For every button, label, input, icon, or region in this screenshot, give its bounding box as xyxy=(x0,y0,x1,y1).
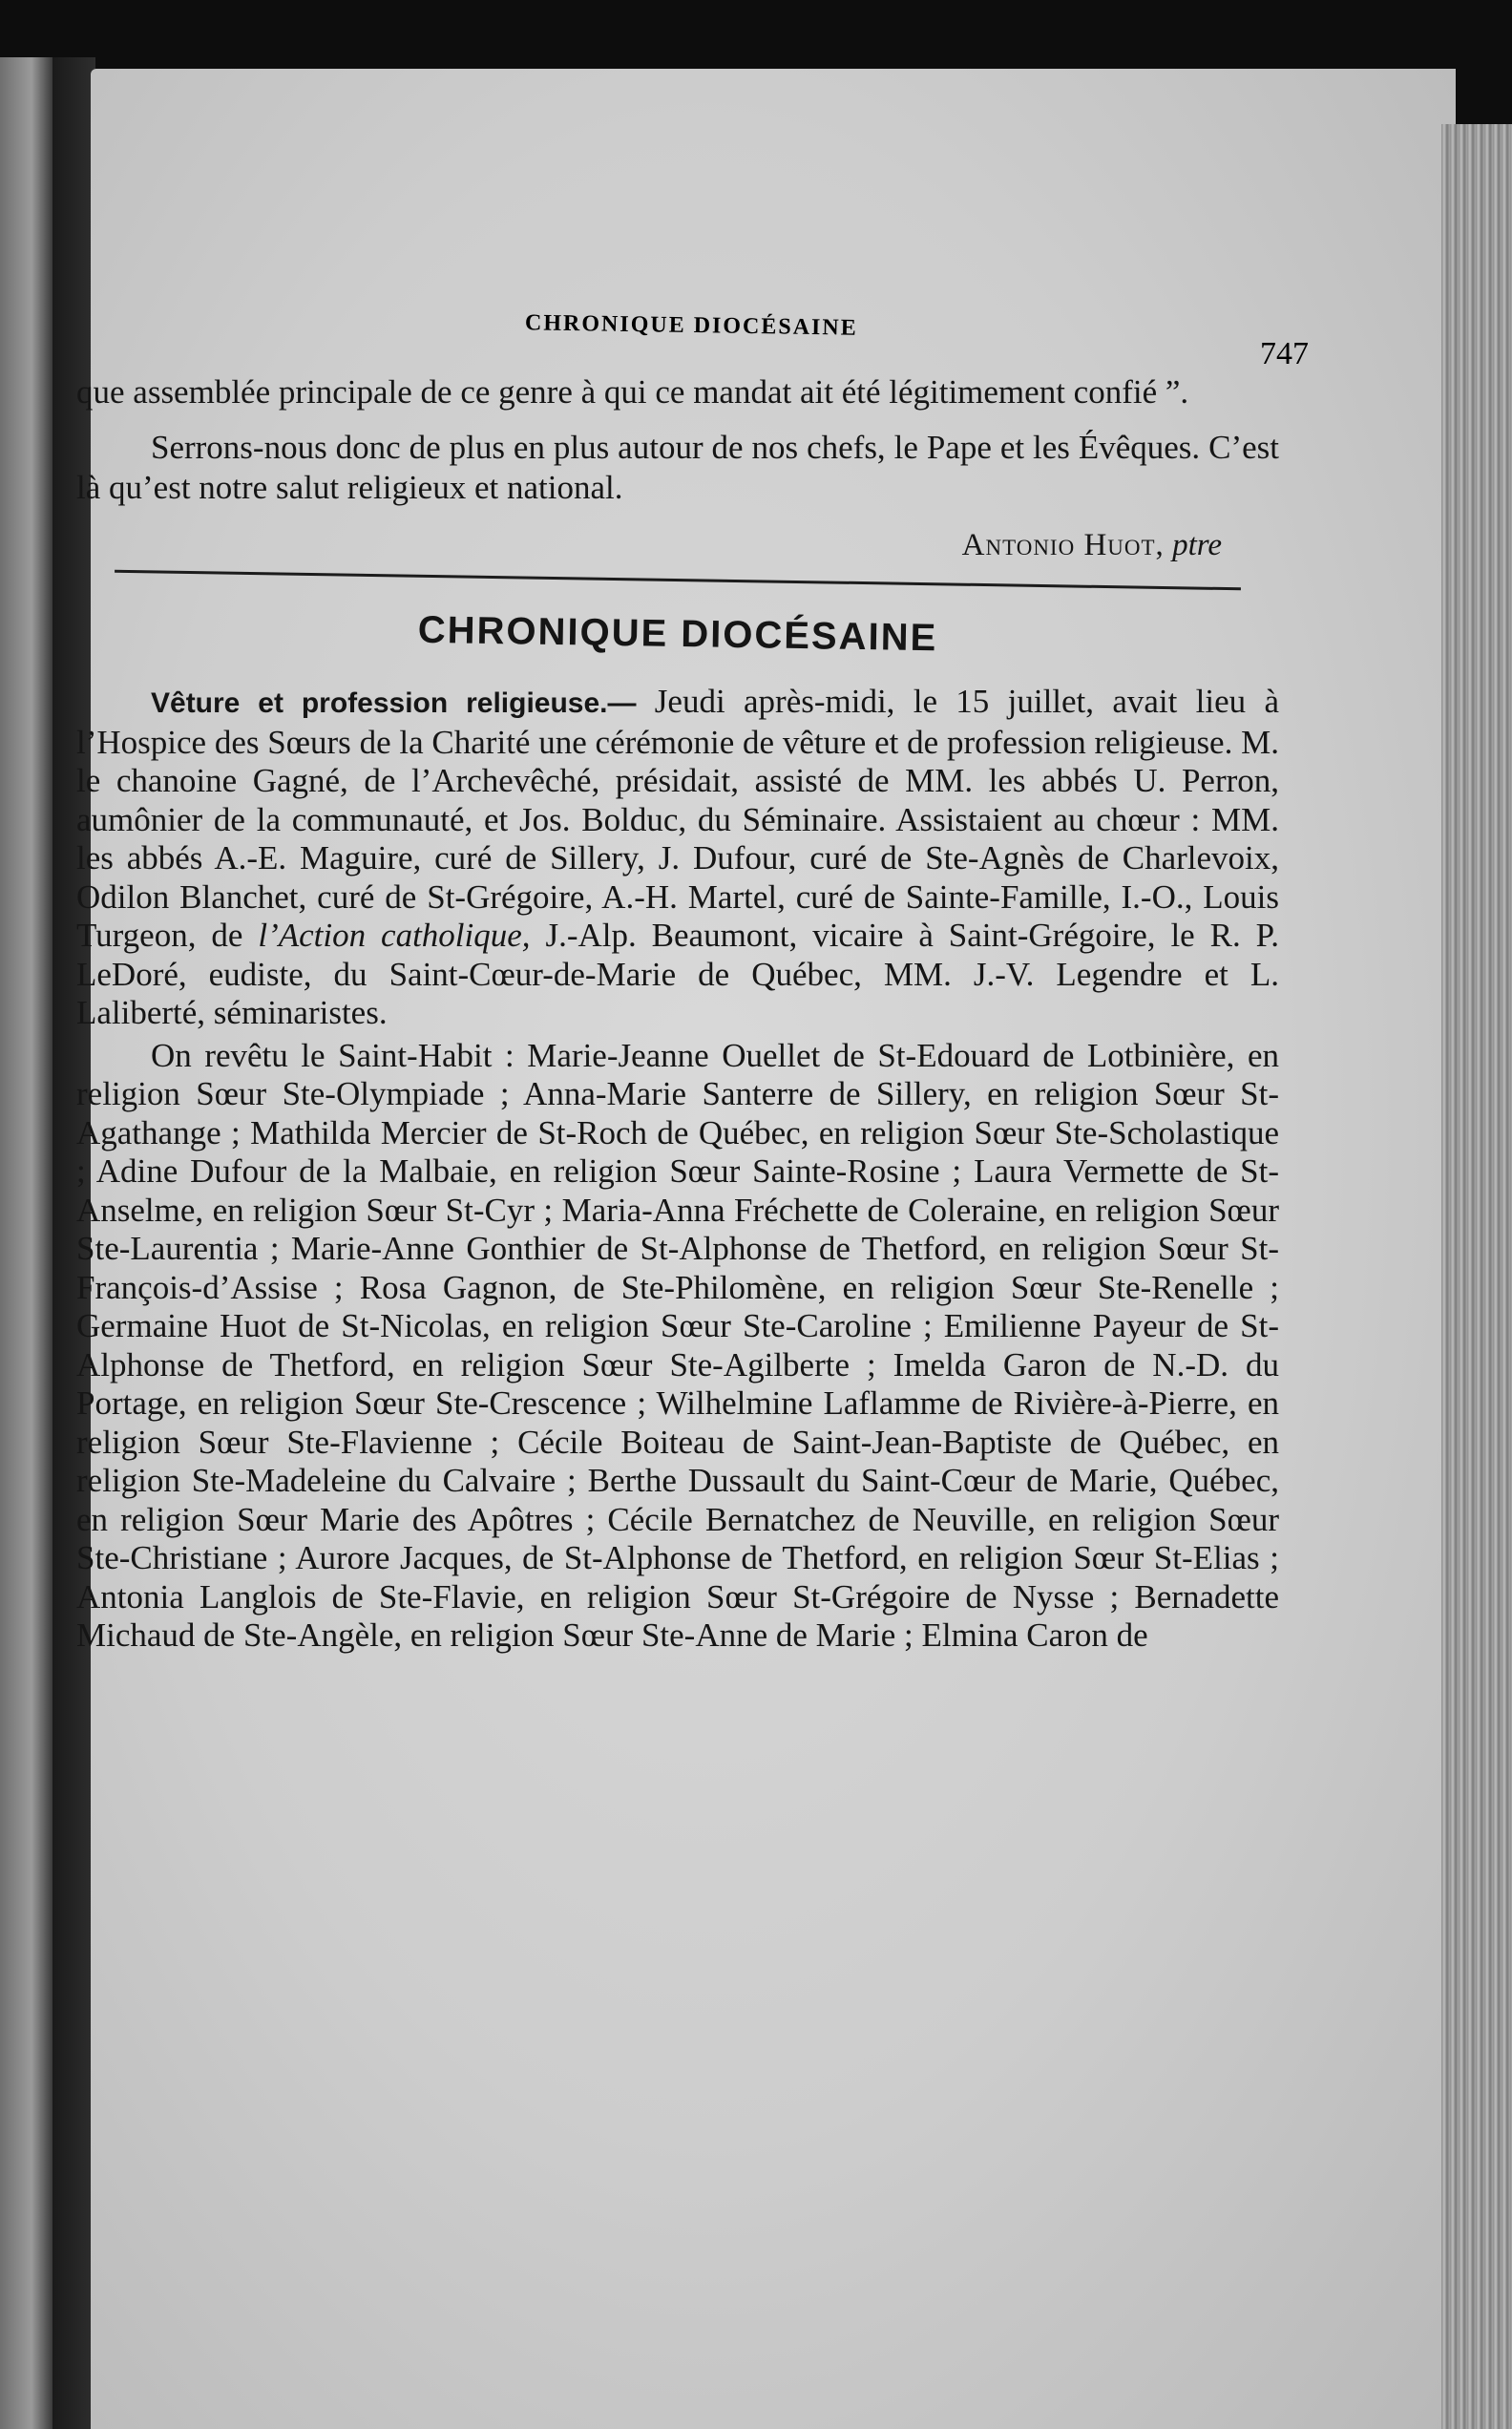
ceremony-text-a: Jeudi après-midi, le 15 juillet, avait lieu à l’Hospice des Sœurs de la Charité une cérémonie de vêture et de profession religieuse. M. le chanoine Gagné, de l’Archevêché, présidait, assisté de MM. les abbés U. Perron, aumônier de la communauté, et Jos. Bolduc, du Séminaire. Assistaient au chœur : MM. les abbés A.-E. Maguire, curé de Sillery, J. Dufour, curé de Ste-Agnès de Charlevoix, Odilon Blanchet, curé de St-Grégoire, A.-H. Martel, curé de Sainte-Famille, I.-O., Louis Turgeon, de xyxy=(76,683,1279,954)
page-number: 747 xyxy=(1260,336,1309,371)
page-body xyxy=(76,372,1279,1656)
section-heading: CHRONIQUE DIOCÉSAINE xyxy=(417,608,938,660)
author-signature xyxy=(76,525,1279,565)
section-divider xyxy=(115,570,1241,591)
ceremony-italic-title: l’Action catholique, xyxy=(258,917,531,954)
paragraph-ceremony xyxy=(76,683,1279,1033)
paragraph-continuation: que assemblée principale de ce genre à qui ce mandat ait été légitimement confié ”. xyxy=(76,373,1189,411)
author-title: ptre xyxy=(1172,528,1222,562)
paragraph-closing: Serrons-nous donc de plus en plus autour de nos chefs, le Pape et les Évêques. C’est là qu’est notre salut religieux et national. xyxy=(76,429,1279,506)
ceremony-text-b: J.-Alp. Beaumont, vicaire à Saint-Grégoire, le R. P. LeDoré, eudiste, du Saint-Cœur-de-Marie de Québec, MM. J.-V. Legendre et L. Laliberté, séminaristes. xyxy=(76,917,1280,1031)
running-header-title: CHRONIQUE DIOCÉSAINE xyxy=(524,310,858,341)
page-edges xyxy=(1441,124,1512,2429)
author-name: Antonio Huot, xyxy=(961,528,1165,562)
adjacent-page-edge xyxy=(0,57,52,2429)
paragraph-novices: On revêtu le Saint-Habit : Marie-Jeanne Ouellet de St-Edouard de Lotbinière, en religion Sœur Ste-Olympiade ; Anna-Marie Santerre de Sillery, en religion Sœur St-Agathange ; Mathilda Mercier de St-Roch de Québec, en religion Sœur Ste-Scholastique ; Adine Dufour de la Malbaie, en religion Sœur Sainte-Rosine ; Laura Vermette de St-Anselme, en religion Sœur St-Cyr ; Maria-Anna Fréchette de Coleraine, en religion Sœur Ste-Laurentia ; Marie-Anne Gonthier de St-Alphonse de Thetford, en religion Sœur St-François-d’Assise ; Rosa Gagnon, de Ste-Philomène, en religion Sœur Ste-Renelle ; Germaine Huot de St-Nicolas, en religion Sœur Ste-Caroline ; Emilienne Payeur de St-Alphonse de Thetford, en religion Sœur Ste-Agilberte ; Imelda Garon de N.-D. du Portage, en religion Sœur Ste-Crescence ; Wilhelmine Laflamme de Rivière-à-Pierre, en religion Sœur Ste-Flavienne ; Cécile Boiteau de Saint-Jean-Baptiste de Québec, en religion Ste-Madeleine du Calvaire ; Berthe Dussault du Saint-Cœur de Marie, Québec, en religion Sœur Marie des Apôtres ; Cécile Bernatchez de Neuville, en religion Sœur Ste-Christiane ; Aurore Jacques, de St-Alphonse de Thetford, en religion Sœur St-Elias ; Antonia Langlois de Ste-Flavie, en religion Sœur St-Grégoire de Nysse ; Bernadette Michaud de Ste-Angèle, en religion Sœur Ste-Anne de Marie ; Elmina Caron de xyxy=(76,1036,1279,1654)
run-in-heading: Vêture et profession religieuse.— xyxy=(151,687,637,719)
